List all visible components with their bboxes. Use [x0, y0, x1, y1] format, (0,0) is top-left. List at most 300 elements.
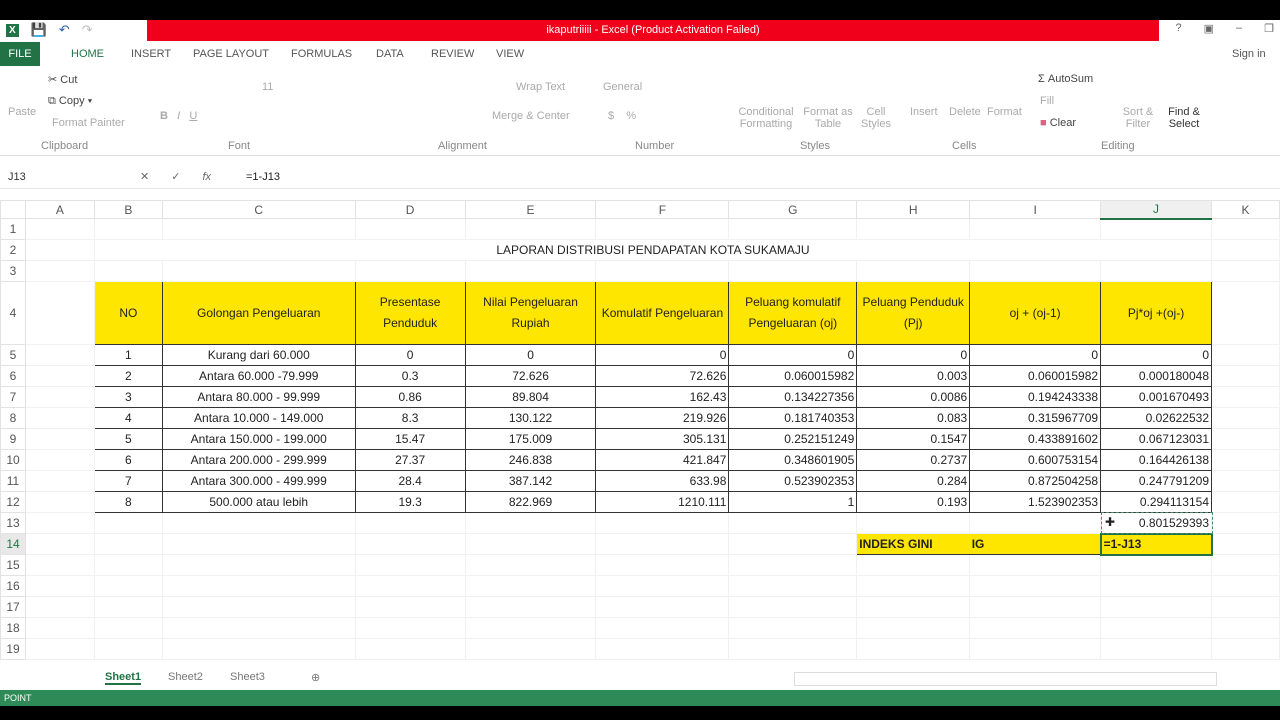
- tab-formulas[interactable]: FORMULAS: [291, 48, 353, 60]
- cut-label: Cut: [60, 74, 78, 86]
- column-header-g[interactable]: G: [729, 201, 857, 219]
- font-size-select[interactable]: 11: [262, 81, 274, 93]
- cell[interactable]: [1212, 471, 1280, 492]
- cell[interactable]: [729, 513, 857, 534]
- table-cell[interactable]: 0.0086: [857, 387, 970, 408]
- cell[interactable]: [1212, 450, 1280, 471]
- row-header-4[interactable]: 4: [1, 282, 26, 345]
- title-bar: [0, 20, 1280, 42]
- cell[interactable]: [25, 219, 94, 240]
- cell-k2[interactable]: [1212, 240, 1280, 261]
- table-cell[interactable]: 0.348601905: [729, 450, 857, 471]
- table-cell[interactable]: 0.060015982: [970, 366, 1101, 387]
- cell[interactable]: [25, 639, 94, 660]
- copy-label: Copy: [58, 95, 85, 107]
- cell[interactable]: [1101, 639, 1212, 660]
- cell[interactable]: [162, 555, 355, 576]
- name-box[interactable]: J13: [8, 171, 26, 183]
- cell[interactable]: [596, 576, 729, 597]
- row-header-8[interactable]: 8: [1, 408, 26, 429]
- table-cell[interactable]: 72.626: [596, 366, 729, 387]
- row-header-13[interactable]: 13: [1, 513, 26, 534]
- cancel-icon[interactable]: ✕: [140, 171, 150, 183]
- sheet-row: [1, 408, 1280, 429]
- cell[interactable]: [25, 429, 94, 450]
- cell[interactable]: [596, 555, 729, 576]
- table-cell[interactable]: 1: [94, 345, 162, 366]
- table-cell[interactable]: 6: [94, 450, 162, 471]
- cell[interactable]: [596, 219, 729, 240]
- cell[interactable]: [25, 408, 94, 429]
- cell[interactable]: [465, 576, 596, 597]
- table-cell[interactable]: 130.122: [465, 408, 596, 429]
- table-cell[interactable]: 0.067123031: [1101, 429, 1212, 450]
- row-header-1[interactable]: 1: [1, 219, 26, 240]
- row-header-6[interactable]: 6: [1, 366, 26, 387]
- currency-icon[interactable]: $ %: [608, 110, 637, 122]
- table-cell[interactable]: 305.131: [596, 429, 729, 450]
- copy-marquee: [1101, 512, 1213, 534]
- cell-k4[interactable]: [1212, 282, 1280, 345]
- cell[interactable]: [1101, 555, 1212, 576]
- cell[interactable]: [94, 261, 162, 282]
- row-header-18[interactable]: 18: [1, 618, 26, 639]
- cell[interactable]: [1101, 261, 1212, 282]
- cell[interactable]: [25, 450, 94, 471]
- cell[interactable]: [1212, 576, 1280, 597]
- table-cell[interactable]: Kurang dari 60.000: [162, 345, 355, 366]
- sheet-tab-sheet3[interactable]: Sheet3: [230, 671, 265, 683]
- row-header-11[interactable]: 11: [1, 471, 26, 492]
- undo-icon[interactable]: ↶: [58, 22, 70, 37]
- cell[interactable]: [25, 471, 94, 492]
- cell[interactable]: [857, 555, 970, 576]
- screen-top-bar: [0, 0, 1280, 20]
- sheet-tab-sheet2[interactable]: Sheet2: [168, 671, 203, 683]
- table-header: Presentase Penduduk: [355, 282, 465, 345]
- cell[interactable]: [25, 534, 94, 555]
- cell[interactable]: [970, 261, 1101, 282]
- column-header-c[interactable]: C: [162, 201, 355, 219]
- ribbon: [0, 66, 1280, 156]
- ribbon-display-icon[interactable]: ▣: [1203, 23, 1214, 35]
- table-cell[interactable]: 0: [857, 345, 970, 366]
- cell[interactable]: [465, 534, 596, 555]
- column-header-h[interactable]: H: [857, 201, 970, 219]
- cell[interactable]: [162, 513, 355, 534]
- cell[interactable]: [25, 366, 94, 387]
- cell[interactable]: [355, 618, 465, 639]
- row-header-10[interactable]: 10: [1, 450, 26, 471]
- wrap-text-button[interactable]: Wrap Text: [516, 81, 566, 93]
- table-header: Komulatif Pengeluaran: [596, 282, 729, 345]
- cell[interactable]: [1101, 576, 1212, 597]
- cell[interactable]: [25, 387, 94, 408]
- cell[interactable]: [162, 261, 355, 282]
- sort-filter-button[interactable]: Sort & Filter: [1122, 106, 1154, 130]
- status-bar: [0, 690, 1280, 706]
- table-cell[interactable]: 5: [94, 429, 162, 450]
- cell-styles-button[interactable]: Cell Styles: [861, 106, 891, 130]
- table-cell[interactable]: Antara 10.000 - 149.000: [162, 408, 355, 429]
- cell[interactable]: [596, 639, 729, 660]
- cell[interactable]: [94, 576, 162, 597]
- table-cell[interactable]: 387.142: [465, 471, 596, 492]
- cell[interactable]: [465, 219, 596, 240]
- column-header-a[interactable]: A: [25, 201, 94, 219]
- cell-a4[interactable]: [25, 282, 94, 345]
- cell[interactable]: [355, 576, 465, 597]
- cell[interactable]: [465, 513, 596, 534]
- restore-icon[interactable]: ❐: [1264, 23, 1274, 35]
- cell[interactable]: [729, 576, 857, 597]
- table-cell[interactable]: 1.523902353: [970, 492, 1101, 513]
- cell[interactable]: [355, 261, 465, 282]
- autosum-button[interactable]: Σ AutoSum: [1038, 73, 1094, 85]
- table-cell[interactable]: 0: [596, 345, 729, 366]
- cell[interactable]: [1212, 555, 1280, 576]
- number-format-select[interactable]: General: [603, 81, 643, 93]
- table-cell[interactable]: 1210.111: [596, 492, 729, 513]
- row-header-7[interactable]: 7: [1, 387, 26, 408]
- row-header-5[interactable]: 5: [1, 345, 26, 366]
- help-icon[interactable]: ?: [1175, 22, 1182, 34]
- cell[interactable]: [729, 534, 857, 555]
- cell[interactable]: [25, 555, 94, 576]
- table-cell[interactable]: 8: [94, 492, 162, 513]
- cell[interactable]: [596, 534, 729, 555]
- table-cell[interactable]: 19.3: [355, 492, 465, 513]
- table-cell[interactable]: Antara 80.000 - 99.999: [162, 387, 355, 408]
- table-cell[interactable]: Antara 300.000 - 499.999: [162, 471, 355, 492]
- table-cell[interactable]: Antara 150.000 - 199.000: [162, 429, 355, 450]
- cell[interactable]: [25, 492, 94, 513]
- minimize-icon[interactable]: –: [1236, 22, 1243, 34]
- table-cell[interactable]: 0.600753154: [970, 450, 1101, 471]
- group-font: Font: [228, 140, 251, 152]
- cell[interactable]: [857, 618, 970, 639]
- table-cell[interactable]: 3: [94, 387, 162, 408]
- cut-button[interactable]: ✂ Cut: [48, 74, 78, 86]
- window-title: ikaputriiiii - Excel (Product Activation Failed): [147, 20, 1159, 41]
- sheet-row: [1, 219, 1280, 240]
- table-cell[interactable]: 0: [729, 345, 857, 366]
- table-cell[interactable]: 0.523902353: [729, 471, 857, 492]
- cell[interactable]: [857, 639, 970, 660]
- copy-button[interactable]: ⧉ Copy ▾: [48, 95, 93, 107]
- sheet-row: [1, 597, 1280, 618]
- delete-cells-button[interactable]: Delete: [949, 106, 981, 118]
- cell[interactable]: [355, 513, 465, 534]
- cell[interactable]: [1212, 219, 1280, 240]
- table-cell[interactable]: 15.47: [355, 429, 465, 450]
- cell[interactable]: [94, 534, 162, 555]
- sheet-row: [1, 555, 1280, 576]
- cell[interactable]: [1212, 345, 1280, 366]
- cell-j13-sum[interactable]: 0.801529393: [1101, 513, 1212, 534]
- cell[interactable]: [355, 639, 465, 660]
- table-cell[interactable]: 0: [355, 345, 465, 366]
- row-header-14[interactable]: 14: [1, 534, 26, 555]
- cell[interactable]: [596, 597, 729, 618]
- sheet-tab-sheet1[interactable]: Sheet1: [105, 671, 142, 683]
- cell[interactable]: [25, 597, 94, 618]
- cell[interactable]: [1212, 597, 1280, 618]
- cell-a2[interactable]: [25, 240, 94, 261]
- table-cell[interactable]: 500.000 atau lebih: [162, 492, 355, 513]
- table-cell[interactable]: 28.4: [355, 471, 465, 492]
- cell[interactable]: [970, 555, 1101, 576]
- table-cell[interactable]: 0.001670493: [1101, 387, 1212, 408]
- cell[interactable]: [1212, 408, 1280, 429]
- clear-button[interactable]: [1040, 117, 1076, 129]
- cell[interactable]: [25, 513, 94, 534]
- table-cell[interactable]: 0.1547: [857, 429, 970, 450]
- add-sheet-icon[interactable]: ⊕: [311, 672, 321, 684]
- table-cell[interactable]: 0.164426138: [1101, 450, 1212, 471]
- table-header: Peluang komulatif Pengeluaran (oj): [729, 282, 857, 345]
- sheet-row: [1, 261, 1280, 282]
- cell[interactable]: [355, 555, 465, 576]
- horizontal-scrollbar[interactable]: [794, 672, 1217, 686]
- excel-logo-icon: X: [6, 24, 19, 37]
- cell[interactable]: [1212, 366, 1280, 387]
- table-cell[interactable]: 8.3: [355, 408, 465, 429]
- table-cell[interactable]: 0.060015982: [729, 366, 857, 387]
- format-cells-button[interactable]: Format: [987, 106, 1022, 118]
- table-cell[interactable]: 0.083: [857, 408, 970, 429]
- cell[interactable]: [162, 618, 355, 639]
- cell[interactable]: [857, 219, 970, 240]
- cell[interactable]: [857, 576, 970, 597]
- table-cell[interactable]: 0.433891602: [970, 429, 1101, 450]
- cell[interactable]: [1212, 618, 1280, 639]
- cell[interactable]: [94, 618, 162, 639]
- table-cell[interactable]: 27.37: [355, 450, 465, 471]
- cell[interactable]: [1212, 261, 1280, 282]
- gini-abbr: IG: [970, 534, 1101, 555]
- table-cell[interactable]: 0.252151249: [729, 429, 857, 450]
- cell[interactable]: [162, 639, 355, 660]
- cell[interactable]: [162, 534, 355, 555]
- save-icon[interactable]: 💾: [30, 22, 47, 37]
- cell[interactable]: [1212, 639, 1280, 660]
- gini-label: INDEKS GINI: [857, 534, 970, 555]
- table-cell[interactable]: 0.193: [857, 492, 970, 513]
- table-cell[interactable]: 822.969: [465, 492, 596, 513]
- fill-button[interactable]: Fill: [1040, 95, 1055, 107]
- table-cell[interactable]: 0.02622532: [1101, 408, 1212, 429]
- cell[interactable]: [355, 534, 465, 555]
- table-cell[interactable]: Antara 200.000 - 299.999: [162, 450, 355, 471]
- status-mode: POINT: [4, 693, 32, 703]
- redo-icon[interactable]: ↷: [81, 22, 93, 37]
- table-header: Pj*oj +(oj-): [1101, 282, 1212, 345]
- format-as-table-button[interactable]: Format as Table: [803, 106, 853, 130]
- row-header-17[interactable]: 17: [1, 597, 26, 618]
- cell[interactable]: [729, 597, 857, 618]
- cell[interactable]: [970, 618, 1101, 639]
- table-cell[interactable]: 7: [94, 471, 162, 492]
- cell[interactable]: [970, 219, 1101, 240]
- cell[interactable]: [94, 219, 162, 240]
- cell[interactable]: [94, 639, 162, 660]
- column-header-e[interactable]: E: [465, 201, 596, 219]
- cell[interactable]: [94, 597, 162, 618]
- tab-home[interactable]: HOME: [71, 48, 104, 60]
- table-cell[interactable]: 175.009: [465, 429, 596, 450]
- table-cell[interactable]: 0.134227356: [729, 387, 857, 408]
- row-header-9[interactable]: 9: [1, 429, 26, 450]
- table-cell[interactable]: 89.804: [465, 387, 596, 408]
- cell[interactable]: [94, 513, 162, 534]
- cell[interactable]: [465, 261, 596, 282]
- cell[interactable]: [1212, 492, 1280, 513]
- cell[interactable]: [1212, 429, 1280, 450]
- table-cell[interactable]: 0.872504258: [970, 471, 1101, 492]
- table-cell[interactable]: 162.43: [596, 387, 729, 408]
- cell[interactable]: [355, 219, 465, 240]
- tab-view[interactable]: VIEW: [496, 48, 525, 60]
- tab-insert[interactable]: INSERT: [131, 48, 172, 60]
- cell[interactable]: [1101, 219, 1212, 240]
- cell[interactable]: [596, 618, 729, 639]
- cell[interactable]: [596, 513, 729, 534]
- cell[interactable]: [729, 639, 857, 660]
- bold-icon[interactable]: B I U: [160, 110, 198, 122]
- column-header-k[interactable]: K: [1212, 201, 1280, 219]
- table-cell[interactable]: 0.181740353: [729, 408, 857, 429]
- spreadsheet-grid[interactable]: [0, 200, 1280, 660]
- cell[interactable]: [25, 261, 94, 282]
- select-all-corner[interactable]: [1, 201, 26, 219]
- table-cell[interactable]: Antara 60.000 -79.999: [162, 366, 355, 387]
- cell[interactable]: [25, 576, 94, 597]
- column-header-f[interactable]: F: [596, 201, 729, 219]
- cell[interactable]: [857, 597, 970, 618]
- cell[interactable]: [25, 345, 94, 366]
- cell[interactable]: [1212, 534, 1280, 555]
- cell[interactable]: [1212, 387, 1280, 408]
- paste-button[interactable]: Paste: [8, 106, 37, 118]
- table-cell[interactable]: 0.003: [857, 366, 970, 387]
- cell[interactable]: [970, 513, 1101, 534]
- screen-bottom-bar: [0, 706, 1280, 720]
- cell[interactable]: [25, 618, 94, 639]
- cell[interactable]: [729, 261, 857, 282]
- format-painter-button[interactable]: Format Painter: [52, 117, 125, 129]
- table-cell[interactable]: 0.247791209: [1101, 471, 1212, 492]
- sheet-row: [1, 618, 1280, 639]
- tab-data[interactable]: DATA: [376, 48, 404, 60]
- table-cell[interactable]: 0.3: [355, 366, 465, 387]
- table-cell[interactable]: 421.847: [596, 450, 729, 471]
- sheet-tabs-bar: [0, 666, 1280, 690]
- cell[interactable]: [857, 261, 970, 282]
- row-header-2[interactable]: 2: [1, 240, 26, 261]
- cell[interactable]: [355, 597, 465, 618]
- cell[interactable]: [1212, 513, 1280, 534]
- column-header-d[interactable]: D: [355, 201, 465, 219]
- cell[interactable]: [162, 597, 355, 618]
- row-header-19[interactable]: 19: [1, 639, 26, 660]
- table-cell[interactable]: 1: [729, 492, 857, 513]
- sign-in-link[interactable]: Sign in: [1232, 48, 1266, 60]
- column-header-b[interactable]: B: [94, 201, 162, 219]
- clear-label: Clear: [1049, 117, 1077, 129]
- table-cell[interactable]: 0: [970, 345, 1101, 366]
- cell[interactable]: [465, 555, 596, 576]
- tab-page-layout[interactable]: PAGE LAYOUT: [193, 48, 270, 60]
- tab-file[interactable]: FILE: [0, 42, 40, 66]
- table-cell[interactable]: 0.000180048: [1101, 366, 1212, 387]
- cell[interactable]: [94, 555, 162, 576]
- cell[interactable]: [970, 576, 1101, 597]
- cell[interactable]: [1101, 597, 1212, 618]
- cell[interactable]: [729, 555, 857, 576]
- table-header: NO: [94, 282, 162, 345]
- ribbon-tabs: [0, 42, 1280, 66]
- cell[interactable]: [162, 219, 355, 240]
- row-header-3[interactable]: 3: [1, 261, 26, 282]
- cell[interactable]: [970, 597, 1101, 618]
- sheet-row: [1, 366, 1280, 387]
- table-cell[interactable]: 4: [94, 408, 162, 429]
- row-header-15[interactable]: 15: [1, 555, 26, 576]
- row-header-16[interactable]: 16: [1, 576, 26, 597]
- cell[interactable]: [970, 639, 1101, 660]
- autosum-label: AutoSum: [1047, 73, 1094, 85]
- cell[interactable]: [857, 513, 970, 534]
- table-cell[interactable]: 0: [465, 345, 596, 366]
- conditional-formatting-button[interactable]: Conditional Formatting: [738, 106, 794, 130]
- cell[interactable]: [1101, 618, 1212, 639]
- cell[interactable]: [162, 576, 355, 597]
- cell[interactable]: [465, 618, 596, 639]
- column-header-j[interactable]: J: [1101, 201, 1212, 219]
- tab-review[interactable]: REVIEW: [431, 48, 475, 60]
- cell-j14-editing[interactable]: =1-J13: [1101, 534, 1212, 555]
- table-cell[interactable]: 0.86: [355, 387, 465, 408]
- sheet-row: [1, 345, 1280, 366]
- table-cell[interactable]: 0.294113154: [1101, 492, 1212, 513]
- formula-input[interactable]: =1-J13: [246, 171, 280, 183]
- table-cell[interactable]: 0.194243338: [970, 387, 1101, 408]
- row-header-12[interactable]: 12: [1, 492, 26, 513]
- table-cell[interactable]: 0.284: [857, 471, 970, 492]
- table-cell[interactable]: 633.98: [596, 471, 729, 492]
- fx-icon[interactable]: fx: [202, 171, 211, 183]
- cell[interactable]: [729, 219, 857, 240]
- merge-center-button[interactable]: Merge & Center: [492, 110, 570, 122]
- group-clipboard: Clipboard: [41, 140, 89, 152]
- table-cell[interactable]: 0.2737: [857, 450, 970, 471]
- table-cell[interactable]: 219.926: [596, 408, 729, 429]
- cell[interactable]: [596, 261, 729, 282]
- cell[interactable]: [729, 618, 857, 639]
- cell[interactable]: [465, 639, 596, 660]
- cell[interactable]: [465, 597, 596, 618]
- table-cell[interactable]: 0: [1101, 345, 1212, 366]
- table-cell[interactable]: 2: [94, 366, 162, 387]
- enter-icon[interactable]: ✓: [171, 171, 181, 183]
- insert-cells-button[interactable]: Insert: [910, 106, 938, 118]
- table-cell[interactable]: 0.315967709: [970, 408, 1101, 429]
- table-cell[interactable]: 72.626: [465, 366, 596, 387]
- find-select-button[interactable]: Find & Select: [1168, 106, 1200, 130]
- column-header-i[interactable]: I: [970, 201, 1101, 219]
- table-cell[interactable]: 246.838: [465, 450, 596, 471]
